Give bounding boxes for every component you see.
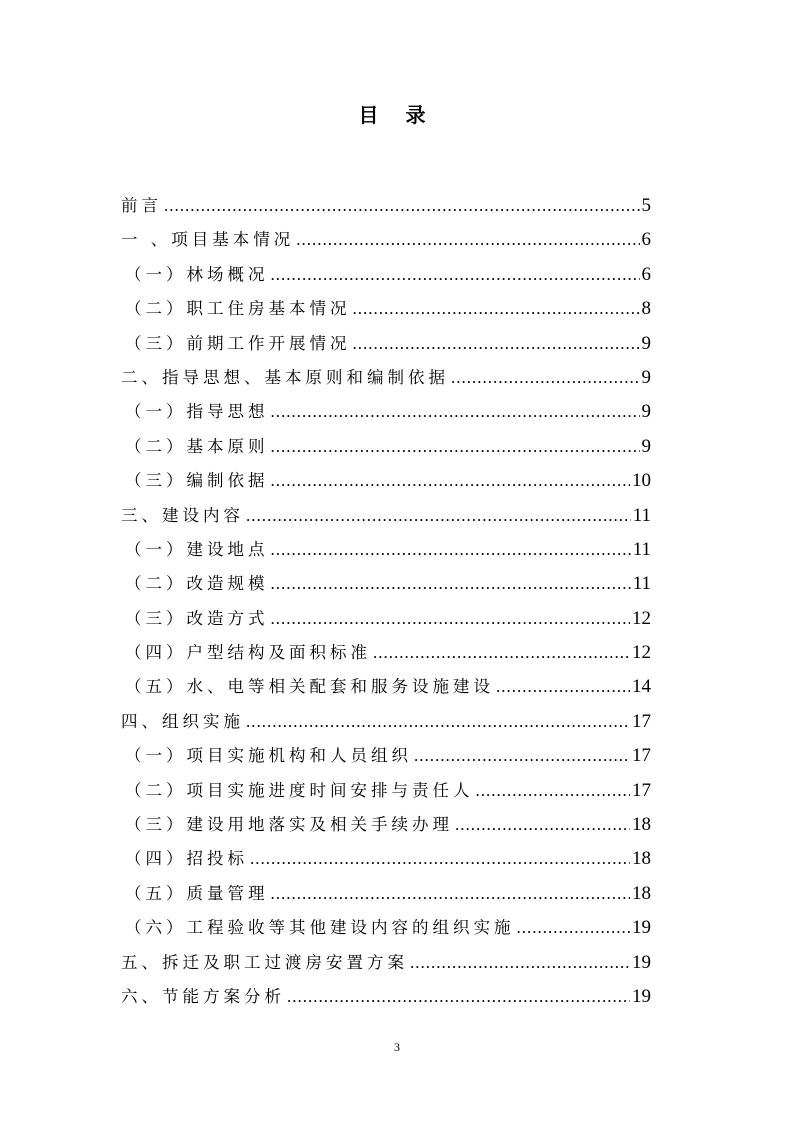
toc-entry-page: 9 <box>641 435 651 457</box>
toc-entry-title: 六、节能方案分析 <box>121 986 285 1006</box>
dot-leader <box>455 810 630 840</box>
toc-entry-title: 四、组织实施 <box>121 711 244 731</box>
dot-leader <box>373 638 630 668</box>
toc-entry-title: 三、建设内容 <box>121 505 244 525</box>
dot-leader <box>250 844 630 874</box>
dot-leader <box>271 535 631 565</box>
toc-entry-page: 9 <box>641 401 651 423</box>
toc-entry[interactable] <box>121 879 651 913</box>
toc-entry[interactable] <box>121 225 651 259</box>
toc-entry-title: 前言 <box>121 196 162 215</box>
toc-entry-title: （二）职工住房基本情况 <box>125 299 351 319</box>
dot-leader <box>271 397 640 427</box>
toc-entry-page: 17 <box>632 779 651 801</box>
toc-entry-page: 9 <box>641 366 651 388</box>
toc-entry-title: （三）建设用地落实及相关手续办理 <box>125 815 453 835</box>
toc-entry-page: 17 <box>632 710 651 732</box>
toc-entry-title: 一 、项目基本情况 <box>121 230 295 250</box>
dot-leader <box>271 569 631 599</box>
toc-entry[interactable] <box>121 741 651 775</box>
toc-entry[interactable] <box>121 982 651 1016</box>
toc-entry-page: 12 <box>632 607 651 629</box>
dot-leader <box>451 363 640 393</box>
toc-entry-title: 二、指导思想、基本原则和编制依据 <box>121 367 449 387</box>
toc-entry[interactable] <box>121 776 651 810</box>
toc-entry-title: （四）招投标 <box>125 849 248 869</box>
dot-leader <box>287 982 630 1012</box>
toc-entry-page: 19 <box>632 917 651 939</box>
toc-entry-page: 14 <box>632 676 651 698</box>
toc-entry[interactable] <box>121 501 651 535</box>
dot-leader <box>246 501 631 531</box>
toc-entry[interactable] <box>121 810 651 844</box>
dot-leader <box>496 672 630 702</box>
toc-entry[interactable] <box>121 432 651 466</box>
toc-entry-page: 18 <box>632 882 651 904</box>
toc-entry[interactable] <box>121 294 651 328</box>
toc-entry-page: 9 <box>641 332 651 354</box>
toc-entry-title: （二）改造规模 <box>125 574 269 594</box>
toc-entry-title: （一）指导思想 <box>125 402 269 422</box>
toc-entry-title: （三）改造方式 <box>125 608 269 628</box>
toc-entry-title: （四）户型结构及面积标准 <box>125 643 371 663</box>
toc-entry-title: （二）基本原则 <box>125 436 269 456</box>
dot-leader <box>271 466 631 496</box>
toc-entry-title: （五）水、电等相关配套和服务设施建设 <box>125 677 494 697</box>
table-of-contents <box>121 191 651 1016</box>
toc-entry-page: 11 <box>632 504 651 526</box>
toc-entry-page: 19 <box>632 985 651 1007</box>
toc-entry-page: 6 <box>641 229 651 251</box>
toc-entry[interactable] <box>121 191 651 225</box>
toc-entry[interactable] <box>121 672 651 706</box>
toc-entry-title: （三）前期工作开展情况 <box>125 333 351 353</box>
dot-leader <box>476 776 631 806</box>
toc-entry-page: 10 <box>632 470 651 492</box>
toc-entry[interactable] <box>121 363 651 397</box>
dot-leader <box>271 260 640 290</box>
toc-entry-page: 11 <box>632 573 651 595</box>
toc-entry[interactable] <box>121 397 651 431</box>
toc-entry[interactable] <box>121 844 651 878</box>
toc-entry-page: 18 <box>632 848 651 870</box>
toc-entry-page: 17 <box>632 745 651 767</box>
toc-entry-title: （二）项目实施进度时间安排与责任人 <box>125 780 474 800</box>
dot-leader <box>353 329 640 359</box>
toc-entry[interactable] <box>121 535 651 569</box>
dot-leader <box>296 225 639 255</box>
toc-entry-page: 11 <box>632 538 651 560</box>
page-title: 目 录 <box>358 103 436 127</box>
toc-entry-title: （六）工程验收等其他建设内容的组织实施 <box>125 918 515 938</box>
toc-entry[interactable] <box>121 638 651 672</box>
toc-entry-title: （一）林场概况 <box>125 264 269 284</box>
toc-entry-page: 19 <box>632 951 651 973</box>
toc-entry[interactable] <box>121 913 651 947</box>
toc-entry-page: 18 <box>632 814 651 836</box>
toc-entry-title: （一）项目实施机构和人员组织 <box>125 746 412 766</box>
dot-leader <box>246 707 630 737</box>
toc-entry[interactable] <box>121 948 651 982</box>
dot-leader <box>353 294 640 324</box>
toc-entry-page: 5 <box>641 195 651 216</box>
toc-entry[interactable] <box>121 604 651 638</box>
toc-entry[interactable] <box>121 569 651 603</box>
toc-entry-page: 12 <box>632 642 651 664</box>
dot-leader <box>271 879 631 909</box>
dot-leader <box>271 432 640 462</box>
toc-entry[interactable] <box>121 707 651 741</box>
toc-entry-title: （五）质量管理 <box>125 883 269 903</box>
toc-entry-title: （三）编制依据 <box>125 471 269 491</box>
dot-leader <box>414 741 630 771</box>
toc-entry[interactable] <box>121 466 651 500</box>
dot-leader <box>271 604 631 634</box>
toc-entry-page: 6 <box>641 263 651 285</box>
toc-entry[interactable] <box>121 260 651 294</box>
toc-entry-title: （一）建设地点 <box>125 539 269 559</box>
page-number: 3 <box>394 1040 400 1054</box>
toc-entry-page: 8 <box>641 298 651 320</box>
dot-leader <box>164 191 640 221</box>
toc-entry-title: 五、拆迁及职工过渡房安置方案 <box>121 952 408 972</box>
dot-leader <box>410 948 630 978</box>
dot-leader <box>517 913 631 943</box>
toc-entry[interactable] <box>121 329 651 363</box>
